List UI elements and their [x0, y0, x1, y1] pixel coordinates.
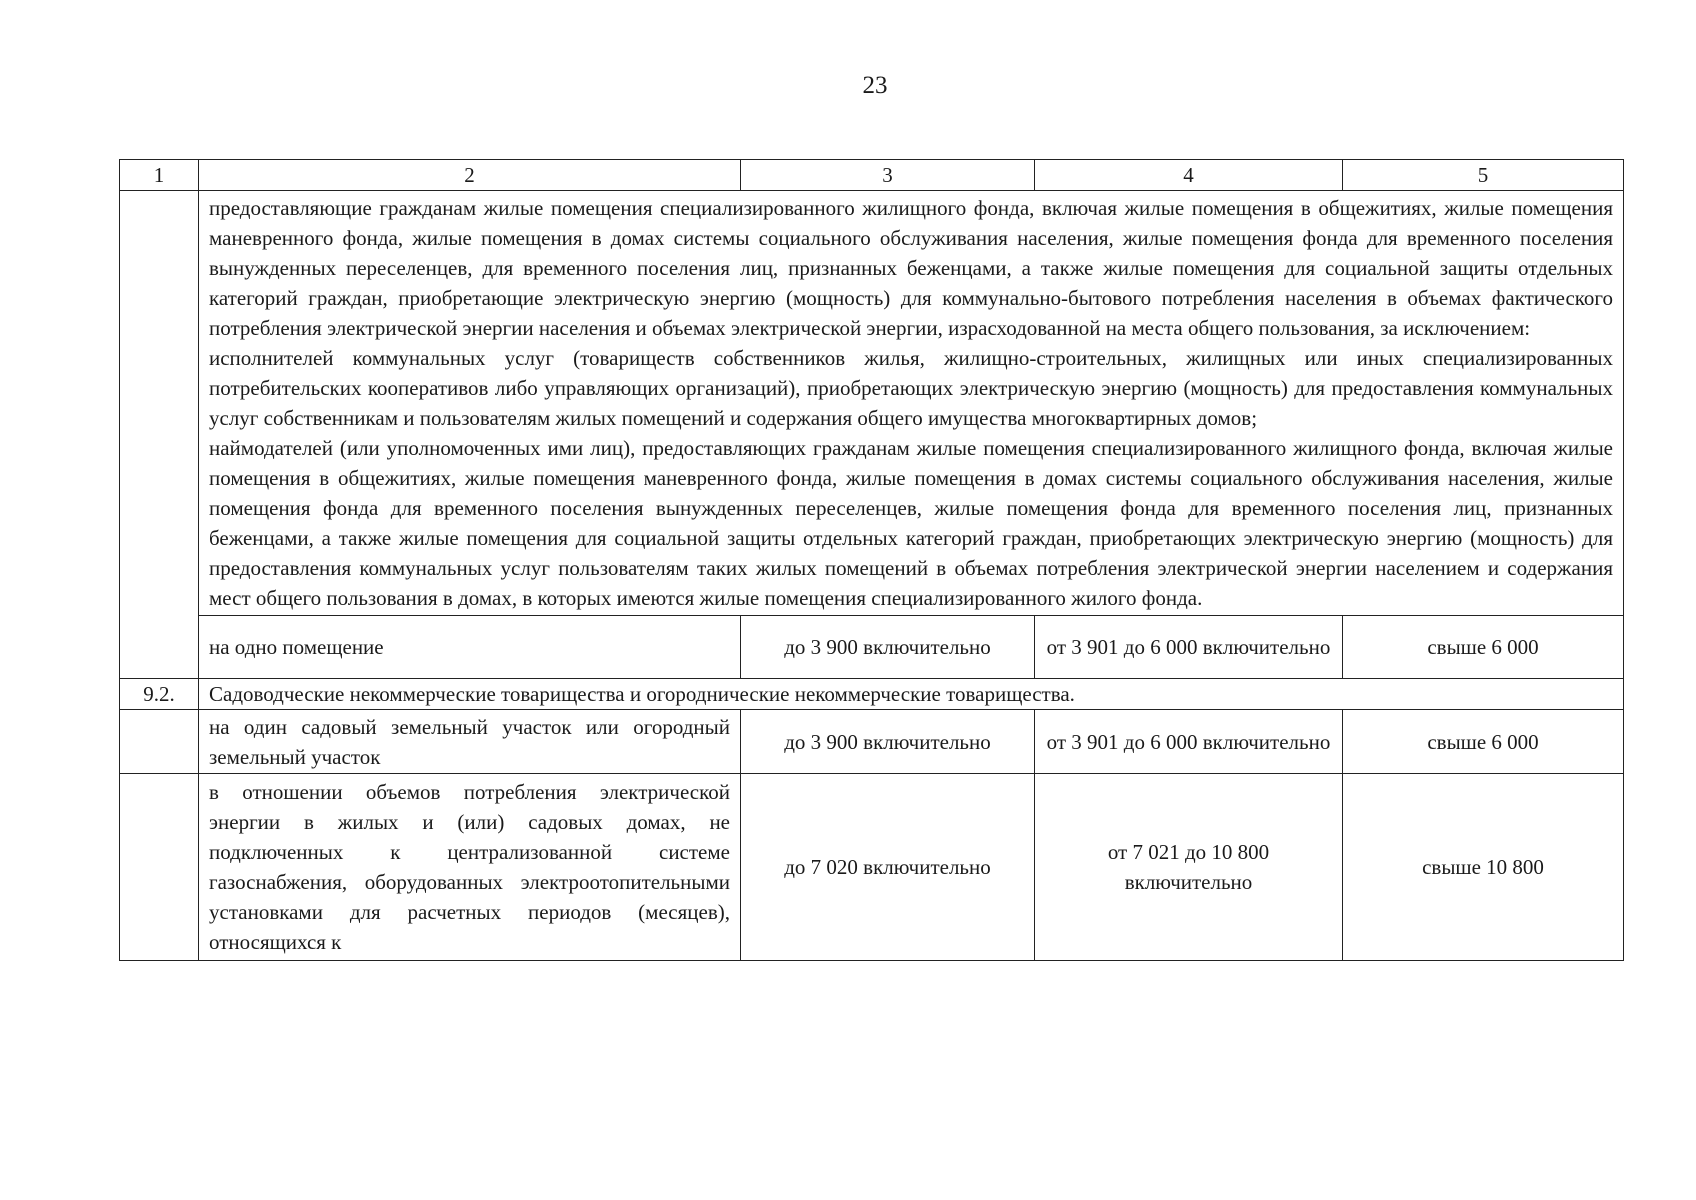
row-range-mid: от 3 901 до 6 000 включительно [1035, 710, 1343, 774]
intro-block-row [120, 191, 1624, 616]
intro-paragraph-2: исполнителей коммунальных услуг (товариществ собственников жилья, жилищно-строительных, жилищных или иных специализированных потребительских кооперативов либо управляющих организаций), приобретающих электрическую энергию (мощность) для предоставления коммунальных услуг собственникам и пользователям жилых помещений и содержания общего имущества многоквартирных домов; [209, 346, 1613, 430]
row-range-mid: от 7 021 до 10 800 включительно [1035, 774, 1343, 961]
page-number: 23 [862, 72, 888, 99]
table-row [120, 710, 1624, 774]
row-num [120, 710, 199, 774]
intro-text-cell [199, 191, 1624, 616]
header-col-3: 3 [741, 160, 1035, 191]
row-label: в отношении объемов потребления электрической энергии в жилых и (или) садовых домах, не подключенных к централизованной системе газоснабжения, оборудованных электроотопительными установками для расчетных периодов (месяцев), относящихся к [199, 774, 741, 961]
row-label: на одно помещение [199, 616, 741, 679]
intro-paragraph-3: наймодателей (или уполномоченных ими лиц), предоставляющих гражданам жилые помещения специализированного жилищного фонда, включая жилые помещения в общежитиях, жилые помещения маневренного фонда, жилые помещения в домах системы социального обслуживания населения, жилые помещения фонда для временного поселения вынужденных переселенцев, жилые помещения фонда для временного поселения лиц, признанных беженцами, а также жилые помещения для социальной защиты отдельных категорий граждан, приобретающих электрическую энергию (мощность) для предоставления коммунальных услуг пользователям таких жилых помещений в объемах потребления электрической энергии населением и содержания мест общего пользования в домах, в которых имеются жилые помещения специализированного жилого фонда. [209, 436, 1613, 610]
intro-paragraph-1: предоставляющие гражданам жилые помещения специализированного жилищного фонда, включая жилые помещения в общежитиях, жилые помещения маневренного фонда, жилые помещения в домах системы социального обслуживания населения, жилые помещения фонда для временного поселения вынужденных переселенцев, для временного поселения лиц, признанных беженцами, а также жилые помещения для социальной защиты отдельных категорий граждан, приобретающие электрическую энергию (мощность) для коммунально-бытового потребления населения в объемах фактического потребления электрической энергии населения и объемах электрической энергии, израсходованной на места общего пользования, за исключением: [209, 196, 1613, 340]
row-num [120, 774, 199, 961]
header-col-2: 2 [199, 160, 741, 191]
row-range-mid: от 3 901 до 6 000 включительно [1035, 616, 1343, 679]
row-range-high: свыше 6 000 [1343, 710, 1624, 774]
table-header-row [120, 160, 1624, 191]
row-range-high: свыше 10 800 [1343, 774, 1624, 961]
table-row [120, 774, 1624, 961]
row-range-high: свыше 6 000 [1343, 616, 1624, 679]
row-range-low: до 3 900 включительно [741, 710, 1035, 774]
section-row-9-2 [120, 679, 1624, 710]
row-label: на один садовый земельный участок или огородный земельный участок [199, 710, 741, 774]
row-range-low: до 7 020 включительно [741, 774, 1035, 961]
section-number: 9.2. [120, 679, 199, 710]
table-row [120, 616, 1624, 679]
tariff-table [119, 159, 1624, 961]
header-col-4: 4 [1035, 160, 1343, 191]
header-col-1: 1 [120, 160, 199, 191]
row-range-low: до 3 900 включительно [741, 616, 1035, 679]
section-title: Садоводческие некоммерческие товарищества и огороднические некоммерческие товарищества. [199, 679, 1624, 710]
intro-num-cell [120, 191, 199, 679]
header-col-5: 5 [1343, 160, 1624, 191]
